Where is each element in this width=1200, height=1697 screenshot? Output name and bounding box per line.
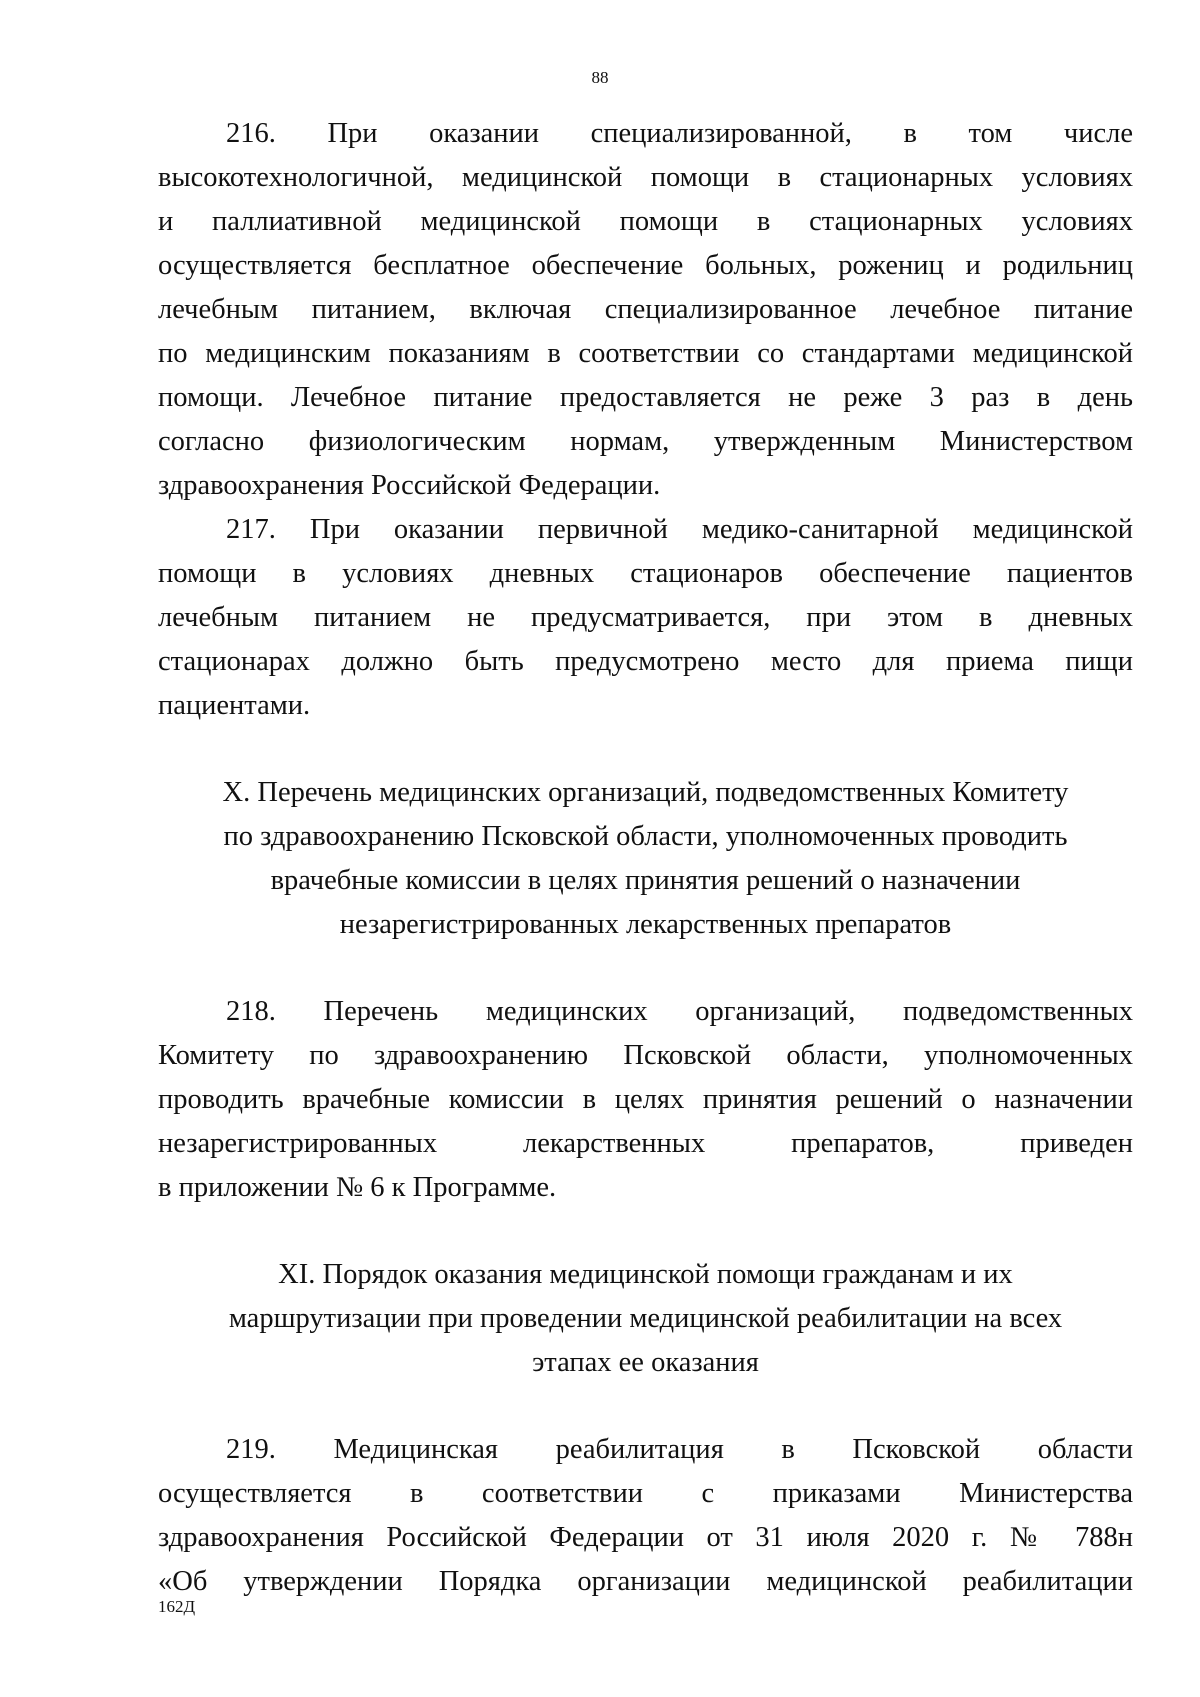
text-line: в приложении № 6 к Программе. [158, 1172, 557, 1203]
heading-line: врачебные комиссии в целях принятия решений о назначении [270, 865, 1021, 896]
text-line: согласно физиологическим нормам, утвержденным Министерством [158, 426, 1133, 457]
text-line: 219. Медицинская реабилитация в Псковской области [226, 1434, 1133, 1465]
text-line: Комитету по здравоохранению Псковской области, уполномоченных [158, 1040, 1133, 1071]
heading-line: незарегистрированных лекарственных препаратов [339, 909, 952, 940]
heading-line: X. Перечень медицинских организаций, подведомственных Комитету [222, 777, 1069, 808]
text-line: 218. Перечень медицинских организаций, подведомственных [226, 996, 1133, 1027]
paragraph-219 [158, 1428, 1133, 1604]
text-line: стационарах должно быть предусмотрено место для приема пищи [158, 646, 1133, 677]
heading-line: маршрутизации при проведении медицинской реабилитации на всех [228, 1303, 1063, 1334]
section-heading-x [158, 771, 1133, 947]
text-line: незарегистрированных лекарственных препаратов, приведен [158, 1128, 1133, 1159]
text-line: высокотехнологичной, медицинской помощи в стационарных условиях [158, 162, 1133, 193]
document-body [158, 112, 1133, 1604]
heading-line: XI. Порядок оказания медицинской помощи гражданам и их [278, 1259, 1013, 1290]
paragraph-217 [158, 508, 1133, 728]
section-heading-xi [158, 1253, 1133, 1385]
text-line: лечебным питанием не предусматривается, при этом в дневных [158, 602, 1133, 633]
text-line: помощи. Лечебное питание предоставляется не реже 3 раз в день [158, 382, 1133, 413]
text-line: здравоохранения Российской Федерации. [158, 470, 661, 501]
heading-line: этапах ее оказания [532, 1347, 759, 1378]
text-line: здравоохранения Российской Федерации от 31 июля 2020 г. № 788н [158, 1522, 1133, 1553]
text-line: осуществляется бесплатное обеспечение больных, рожениц и родильниц [158, 250, 1133, 281]
paragraph-216 [158, 112, 1133, 508]
text-line: осуществляется в соответствии с приказами Министерства [158, 1478, 1133, 1509]
text-line: пациентами. [158, 690, 311, 721]
text-line: 216. При оказании специализированной, в том числе [226, 118, 1133, 149]
text-line: по медицинским показаниям в соответствии со стандартами медицинской [158, 338, 1133, 369]
text-line: «Об утверждении Порядка организации медицинской реабилитации [158, 1566, 1133, 1597]
page-number: 88 [591, 68, 609, 87]
heading-line: по здравоохранению Псковской области, уполномоченных проводить [223, 821, 1068, 852]
text-line: помощи в условиях дневных стационаров обеспечение пациентов [158, 558, 1133, 589]
document-code: 162Д [158, 1597, 196, 1616]
text-line: 217. При оказании первичной медико-санитарной медицинской [226, 514, 1133, 545]
text-line: проводить врачебные комиссии в целях принятия решений о назначении [158, 1084, 1133, 1115]
text-line: и паллиативной медицинской помощи в стационарных условиях [158, 206, 1133, 237]
text-line: лечебным питанием, включая специализированное лечебное питание [158, 294, 1133, 325]
paragraph-218 [158, 990, 1133, 1210]
